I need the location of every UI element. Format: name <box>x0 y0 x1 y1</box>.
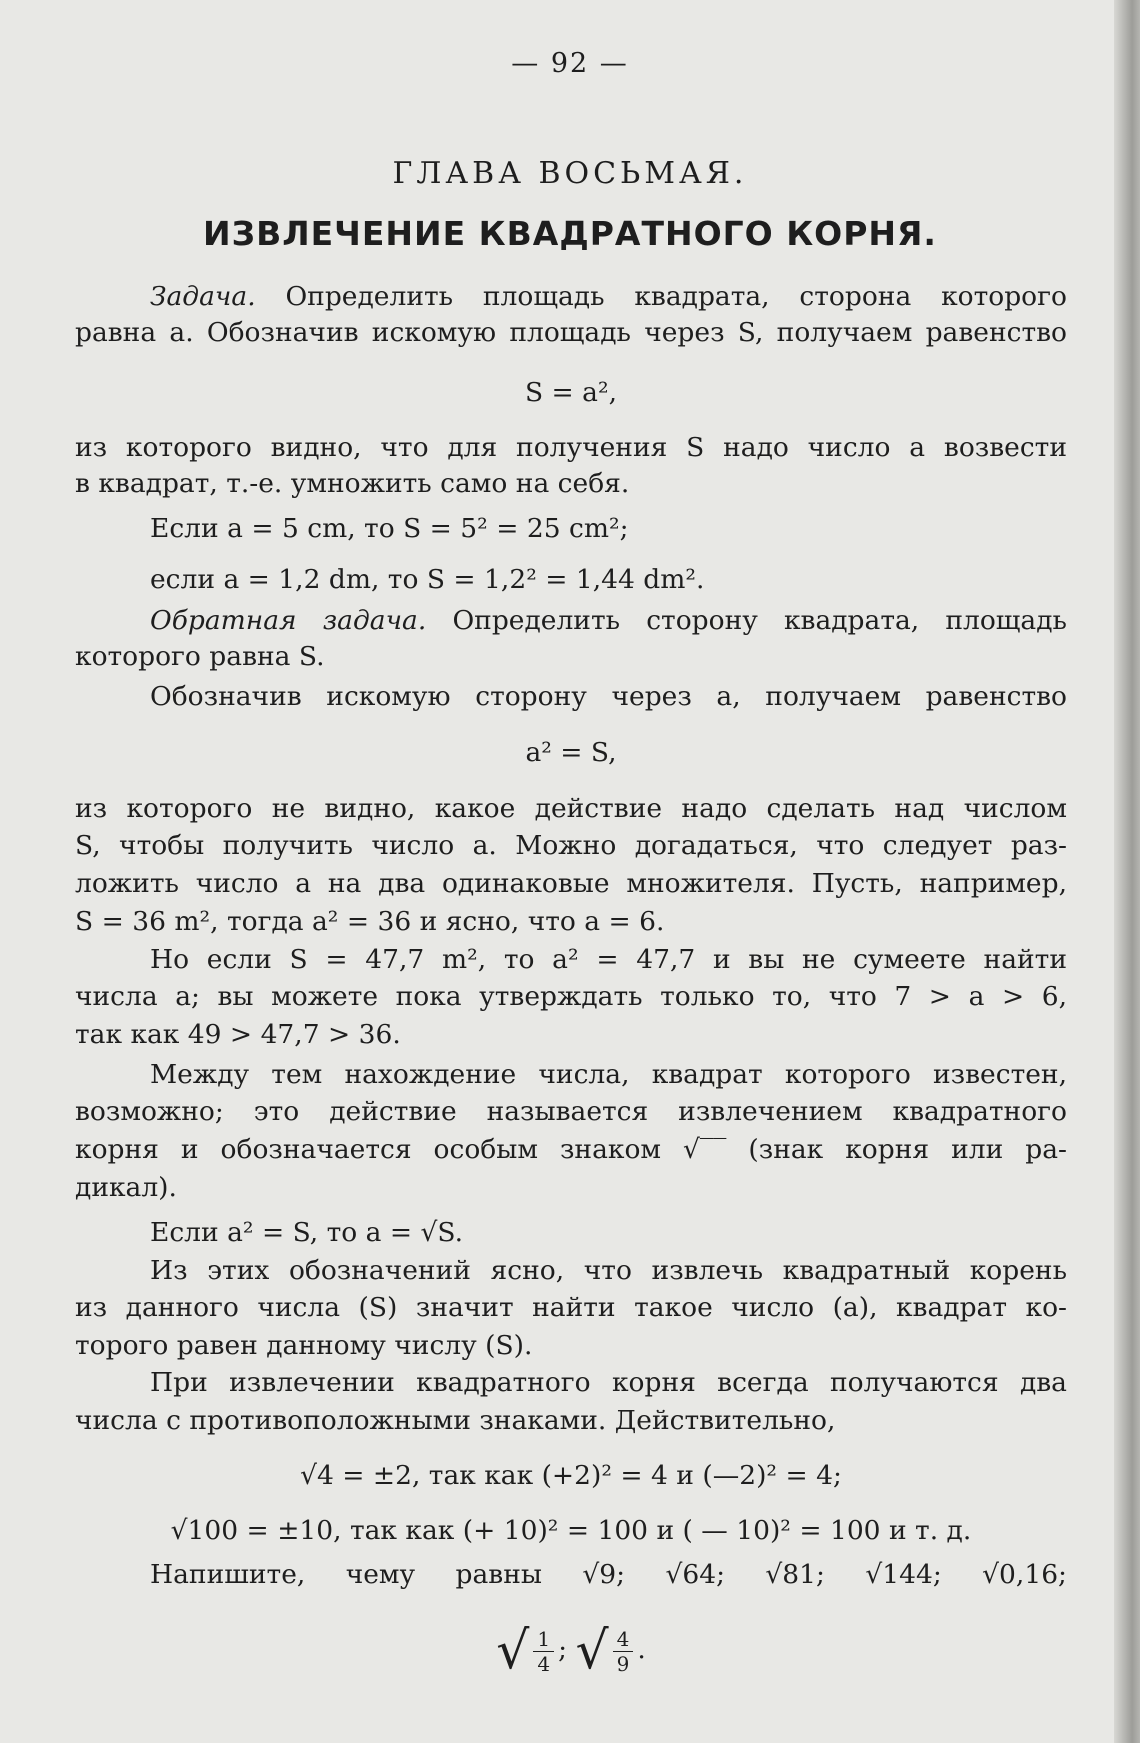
chapter-title: ИЗВЛЕЧЕНИЕ КВАДРАТНОГО КОРНЯ. <box>203 214 937 253</box>
text-line: дикал). <box>75 1172 177 1203</box>
text-line: торого равен данному числу (S). <box>75 1330 533 1361</box>
text-line: в квадрат, т.-е. умножить само на себя. <box>75 468 630 499</box>
numerator: 4 <box>613 1627 634 1652</box>
separator: . <box>637 1634 646 1665</box>
formula-line: Если a² = S, то a = √S. <box>150 1217 464 1248</box>
text-line: S, чтобы получить число a. Можно догадаться, что следует раз- <box>75 830 1067 861</box>
page-edge-shadow <box>1114 0 1140 1743</box>
radical-sign: √ <box>496 1621 530 1681</box>
text-line: из данного числа (S) значит найти такое число (a), квадрат ко- <box>75 1292 1067 1323</box>
text-line: которого равна S. <box>75 641 325 672</box>
line-text: Определить сторону квадрата, площадь <box>452 605 1067 636</box>
text-line: S = 36 m², тогда a² = 36 и ясно, что a = 6. <box>75 906 665 937</box>
text-line: числа a; вы можете пока утверждать только то, что 7 > a > 6, <box>75 981 1067 1012</box>
fraction <box>533 1627 554 1676</box>
text-line: При извлечении квадратного корня всегда получаются два <box>150 1367 1067 1398</box>
formula: √100 = ±10, так как (+ 10)² = 100 и ( — 10)² = 100 и т. д. <box>170 1515 972 1546</box>
text-line: корня и обозначается особым знаком √‾‾ (знак корня или ра- <box>75 1134 1067 1165</box>
fraction <box>613 1627 634 1676</box>
radical-sign: √ <box>575 1621 609 1681</box>
text-line: возможно; это действие называется извлечением квадратного <box>75 1096 1067 1127</box>
problem-label: Задача. <box>150 281 256 312</box>
text-line: из которого не видно, какое действие надо сделать над числом <box>75 793 1067 824</box>
formula: S = a², <box>524 377 618 408</box>
example-line: Если a = 5 cm, то S = 5² = 25 cm²; <box>150 513 629 544</box>
inverse-problem-label: Обратная задача. <box>150 605 427 636</box>
text-line: Но если S = 47,7 m², то a² = 47,7 и вы не сумеете найти <box>150 944 1067 975</box>
example-line: если a = 1,2 dm, то S = 1,2² = 1,44 dm². <box>150 564 705 595</box>
formula: √4 = ±2, так как (+2)² = 4 и (—2)² = 4; <box>300 1460 842 1491</box>
numerator: 1 <box>533 1627 554 1652</box>
denominator: 4 <box>537 1651 551 1676</box>
text-line: числа с противоположными знаками. Действительно, <box>75 1405 836 1436</box>
exercise-line: Напишите, чему равны √9; √64; √81; √144; √0,16; <box>150 1559 1067 1590</box>
line-text: Определить площадь квадрата, сторона которого <box>285 281 1067 312</box>
text-line: Между тем нахождение числа, квадрат которого известен, <box>150 1059 1067 1090</box>
denominator: 9 <box>616 1651 630 1676</box>
text-line <box>150 280 1067 314</box>
text-line: Обозначив искомую сторону через a, получаем равенство <box>150 681 1067 712</box>
formula: a² = S, <box>525 737 617 768</box>
text-line: равна a. Обозначив искомую площадь через S, получаем равенство <box>75 317 1067 348</box>
chapter-heading: ГЛАВА ВОСЬМАЯ. <box>392 156 748 191</box>
page-number: — 92 — <box>511 48 629 79</box>
text-line: Из этих обозначений ясно, что извлечь квадратный корень <box>150 1255 1067 1286</box>
text-line: из которого видно, что для получения S надо число a возвести <box>75 432 1067 463</box>
text-line: так как 49 > 47,7 > 36. <box>75 1019 401 1050</box>
separator: ; <box>558 1634 568 1665</box>
fraction-exercise <box>75 1610 1067 1690</box>
text-line <box>150 604 1067 638</box>
text-line: ложить число a на два одинаковые множителя. Пусть, например, <box>75 868 1067 899</box>
